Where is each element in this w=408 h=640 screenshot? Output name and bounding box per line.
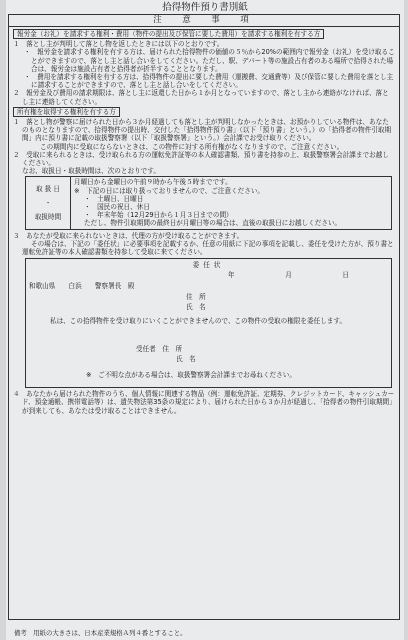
schedule-line: ・ 国民の祝日、休日 bbox=[84, 203, 150, 212]
schedule-body bbox=[71, 177, 391, 228]
paragraph-5: ３ あなたが受取に来られないときは、代理の方が受け取ることができます。 bbox=[13, 231, 244, 240]
notice-heading: 注 意 事 項 bbox=[9, 15, 399, 27]
notice-frame bbox=[8, 14, 400, 620]
schedule-label-days: 取 扱 日 bbox=[36, 184, 60, 193]
schedule-line: ・ 年末年始（12月29日から１月３日までの間） bbox=[84, 211, 233, 220]
schedule-line: 月曜日から金曜日の午前９時から午後５時までです。 bbox=[74, 178, 232, 187]
document-page bbox=[6, 0, 404, 640]
paragraph-3b: この期間内に受取にならないときは、この物件に対する所有権がなくなりますので、ご注意ください。 bbox=[40, 142, 344, 151]
schedule-label-sep: ・ bbox=[44, 198, 52, 207]
section-heading-reward: 報労金（お礼）を請求する権利・費用（物件の提出及び保管に要した費用）を請求する権利を有する方 bbox=[13, 29, 324, 39]
schedule-line: ただし、物件引取期間の最終日が月曜日等の場合は、直後の取扱日にお越しください。 bbox=[84, 219, 342, 228]
schedule-line: ・ 土曜日、日曜日 bbox=[84, 194, 144, 203]
document-title: 拾得物件預り書別紙 bbox=[162, 2, 248, 13]
paragraph-1b: ・ 費用を請求する権利を有する方は、拾得物件の提出に要した費用（運搬費、交通費等）及び保管に要した費用を落とし主に請求することができますので、落とし主と話し合いをしてください。 bbox=[24, 73, 394, 90]
paragraph-3: １ 落とし物が警察に届けられた日から３か月経過しても落とし主が判明しなかったときは、お預かりしている物件は、あなたのものとなりますので、拾得物件の提出時、交付した「拾得物件預り書」（以下「預り書」という。）の「拾得者の物件引取期間」内に預り書に記載の取扱警察署（以下「取扱警察署」という。）会計課でお受け取りください。 bbox=[13, 118, 392, 143]
schedule-line: ※ 下記の日には取り扱っておりませんので、ご注意ください。 bbox=[74, 186, 265, 195]
proxy-address-label: 住 所 bbox=[186, 293, 206, 302]
paragraph-1a: ・ 報労金を請求する権利を有する方は、届けられた拾得物件の価値の５％から20%の範囲内で報労金（お礼）を受け取ることができますので、落とし主と話し合いをしてください。ただし、駅、デパート等の施設占有者のある場所で拾得された場合は、報労金は施設占有者と拾得者が折半することとなります。 bbox=[24, 48, 395, 73]
proxy-body: 私は、この拾得物件を受け取りにいくことができませんので、この物件の受取の権限を委任します。 bbox=[50, 317, 347, 326]
notice-content bbox=[13, 28, 395, 415]
paragraph-5b: その場合は、下記の「委任状」に必要事項を記載するか、任意の用紙に下記の事項を記載し、委任を受けた方が、預り書と運転免許証等の本人確認書類を持参して受取に来てください。 bbox=[22, 239, 394, 257]
paragraph-6: ４ あなたから届けられた物件のうち、個人情報に関連する物品（例：運転免許証、定期券、クレジットカード、キャッシュカード、預金通帳、携帯電話等）は、遺失物法第35条の規定により、届けられた日から３か月が経過し、「拾得者の物件引取期間」が到来しても、あなたは受け取ることはできません。 bbox=[13, 390, 395, 415]
schedule-box bbox=[25, 176, 392, 229]
paragraph-1: １ 落とし主が判明して落とし物を返したときには以下のとおりです。 bbox=[13, 40, 224, 49]
proxy-form bbox=[25, 258, 392, 388]
schedule-label bbox=[26, 177, 71, 228]
proxy-title: 委任状 bbox=[192, 261, 225, 270]
paragraph-4b: なお、取扱日・取扱時間は、次のとおりです。 bbox=[22, 167, 160, 176]
section-heading-ownership: 所有権を取得する権利を有する方 bbox=[13, 107, 120, 117]
paragraph-2: ２ 報労金及び費用の請求期限は、落とし主に返還した日から１か月となっていますので、落とし主から連絡がなければ、落とし主に連絡してください。 bbox=[13, 89, 389, 106]
proxy-name-label: 氏 名 bbox=[186, 303, 206, 312]
schedule-label-hours: 取扱時間 bbox=[34, 213, 62, 222]
proxy-agent-name: 氏 名 bbox=[176, 355, 196, 364]
proxy-agent-address: 受任者 住 所 bbox=[136, 345, 183, 354]
paragraph-4: ２ 受取に来られるときは、受け取られる方の運転免許証等の本人確認書類、預り書を持参の上、取扱警察署会計課までお越しください。 bbox=[13, 150, 389, 168]
proxy-note: ※ ご不明な点がある場合は、取扱警察署会計課までお尋ねください。 bbox=[86, 371, 296, 380]
footer-note: 備考 用紙の大きさは、日本産業規格Ａ列４番とすること。 bbox=[14, 629, 187, 637]
proxy-date: 年 月 日 bbox=[228, 271, 371, 280]
proxy-addressee: 和歌山県 白浜 警察署長 殿 bbox=[29, 282, 135, 291]
